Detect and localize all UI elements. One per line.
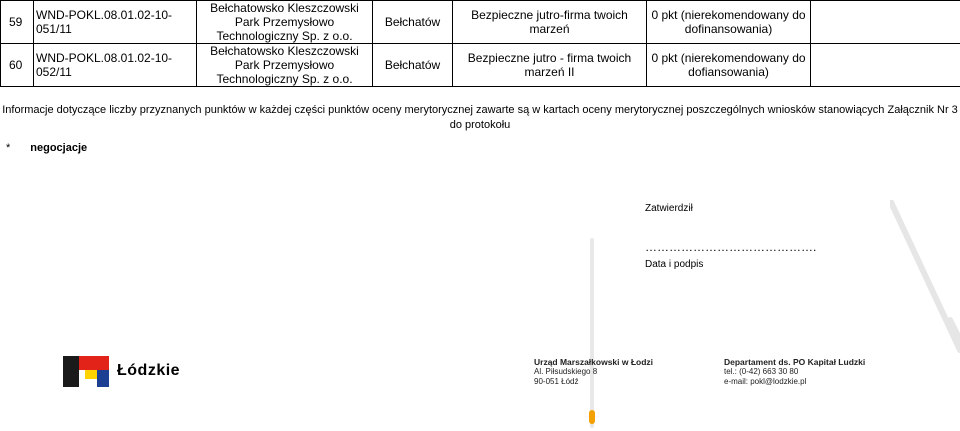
points-cell: 0 pkt (nierekomendowany do dofinansowania) <box>647 1 811 44</box>
points-cell: 0 pkt (nierekomendowany do dofiansowania) <box>647 44 811 87</box>
decorative-orange-dot <box>589 410 595 424</box>
department-phone: tel.: (0-42) 663 30 80 <box>724 367 799 376</box>
table-row <box>1 1 960 44</box>
application-number: WND-POKL.08.01.02-10-051/11 <box>34 1 197 44</box>
department-email: e-mail: pokl@lodzkie.pl <box>724 377 807 386</box>
lodzkie-logo-mark-icon <box>63 356 109 387</box>
applicant-city: Bełchatów <box>373 44 453 87</box>
info-paragraph: Informacje dotyczące liczby przyznanych punktów w każdej części punktów oceny merytorycznej zawarte są w kartach oceny merytorycznej poszczególnych wniosków stanowiących Załącznik Nr 3 do protokołu <box>2 104 958 131</box>
lodzkie-logo-text: Łódzkie <box>117 362 181 379</box>
approval-signature-line: ……………………………………. <box>645 240 817 254</box>
table-row <box>1 44 960 87</box>
approval-caption: Data i podpis <box>645 259 704 270</box>
row-nr: 60 <box>1 44 34 87</box>
office-street: Al. Piłsudskiego 8 <box>534 367 598 376</box>
results-table <box>0 0 960 87</box>
footnote-text: negocjacje <box>30 142 88 154</box>
empty-cell <box>811 1 960 44</box>
decorative-vertical-line <box>590 238 594 428</box>
empty-cell <box>811 44 960 87</box>
department-name: Departament ds. PO Kapitał Ludzki <box>724 357 866 367</box>
lodzkie-logo <box>63 356 193 388</box>
footer-office-address <box>534 357 653 387</box>
footer-department-contact <box>724 357 865 387</box>
footnote-marker: * <box>6 142 11 154</box>
project-title: Bezpieczne jutro-firma twoich marzeń <box>453 1 647 44</box>
approval-label: Zatwierdził <box>645 203 693 214</box>
project-title: Bezpieczne jutro - firma twoich marzeń II <box>453 44 647 87</box>
row-nr: 59 <box>1 1 34 44</box>
decorative-diagonal-lines <box>890 200 960 380</box>
application-number: WND-POKL.08.01.02-10-052/11 <box>34 44 197 87</box>
applicant-name: Bełchatowsko Kleszczowski Park Przemysłowo Technologiczny Sp. z o.o. <box>197 44 373 87</box>
applicant-city: Bełchatów <box>373 1 453 44</box>
applicant-name: Bełchatowsko Kleszczowski Park Przemysłowo Technologiczny Sp. z o.o. <box>197 1 373 44</box>
office-postcode: 90-051 Łódź <box>534 377 579 386</box>
office-name: Urząd Marszałkowski w Łodzi <box>534 357 654 367</box>
footnote <box>6 142 87 154</box>
